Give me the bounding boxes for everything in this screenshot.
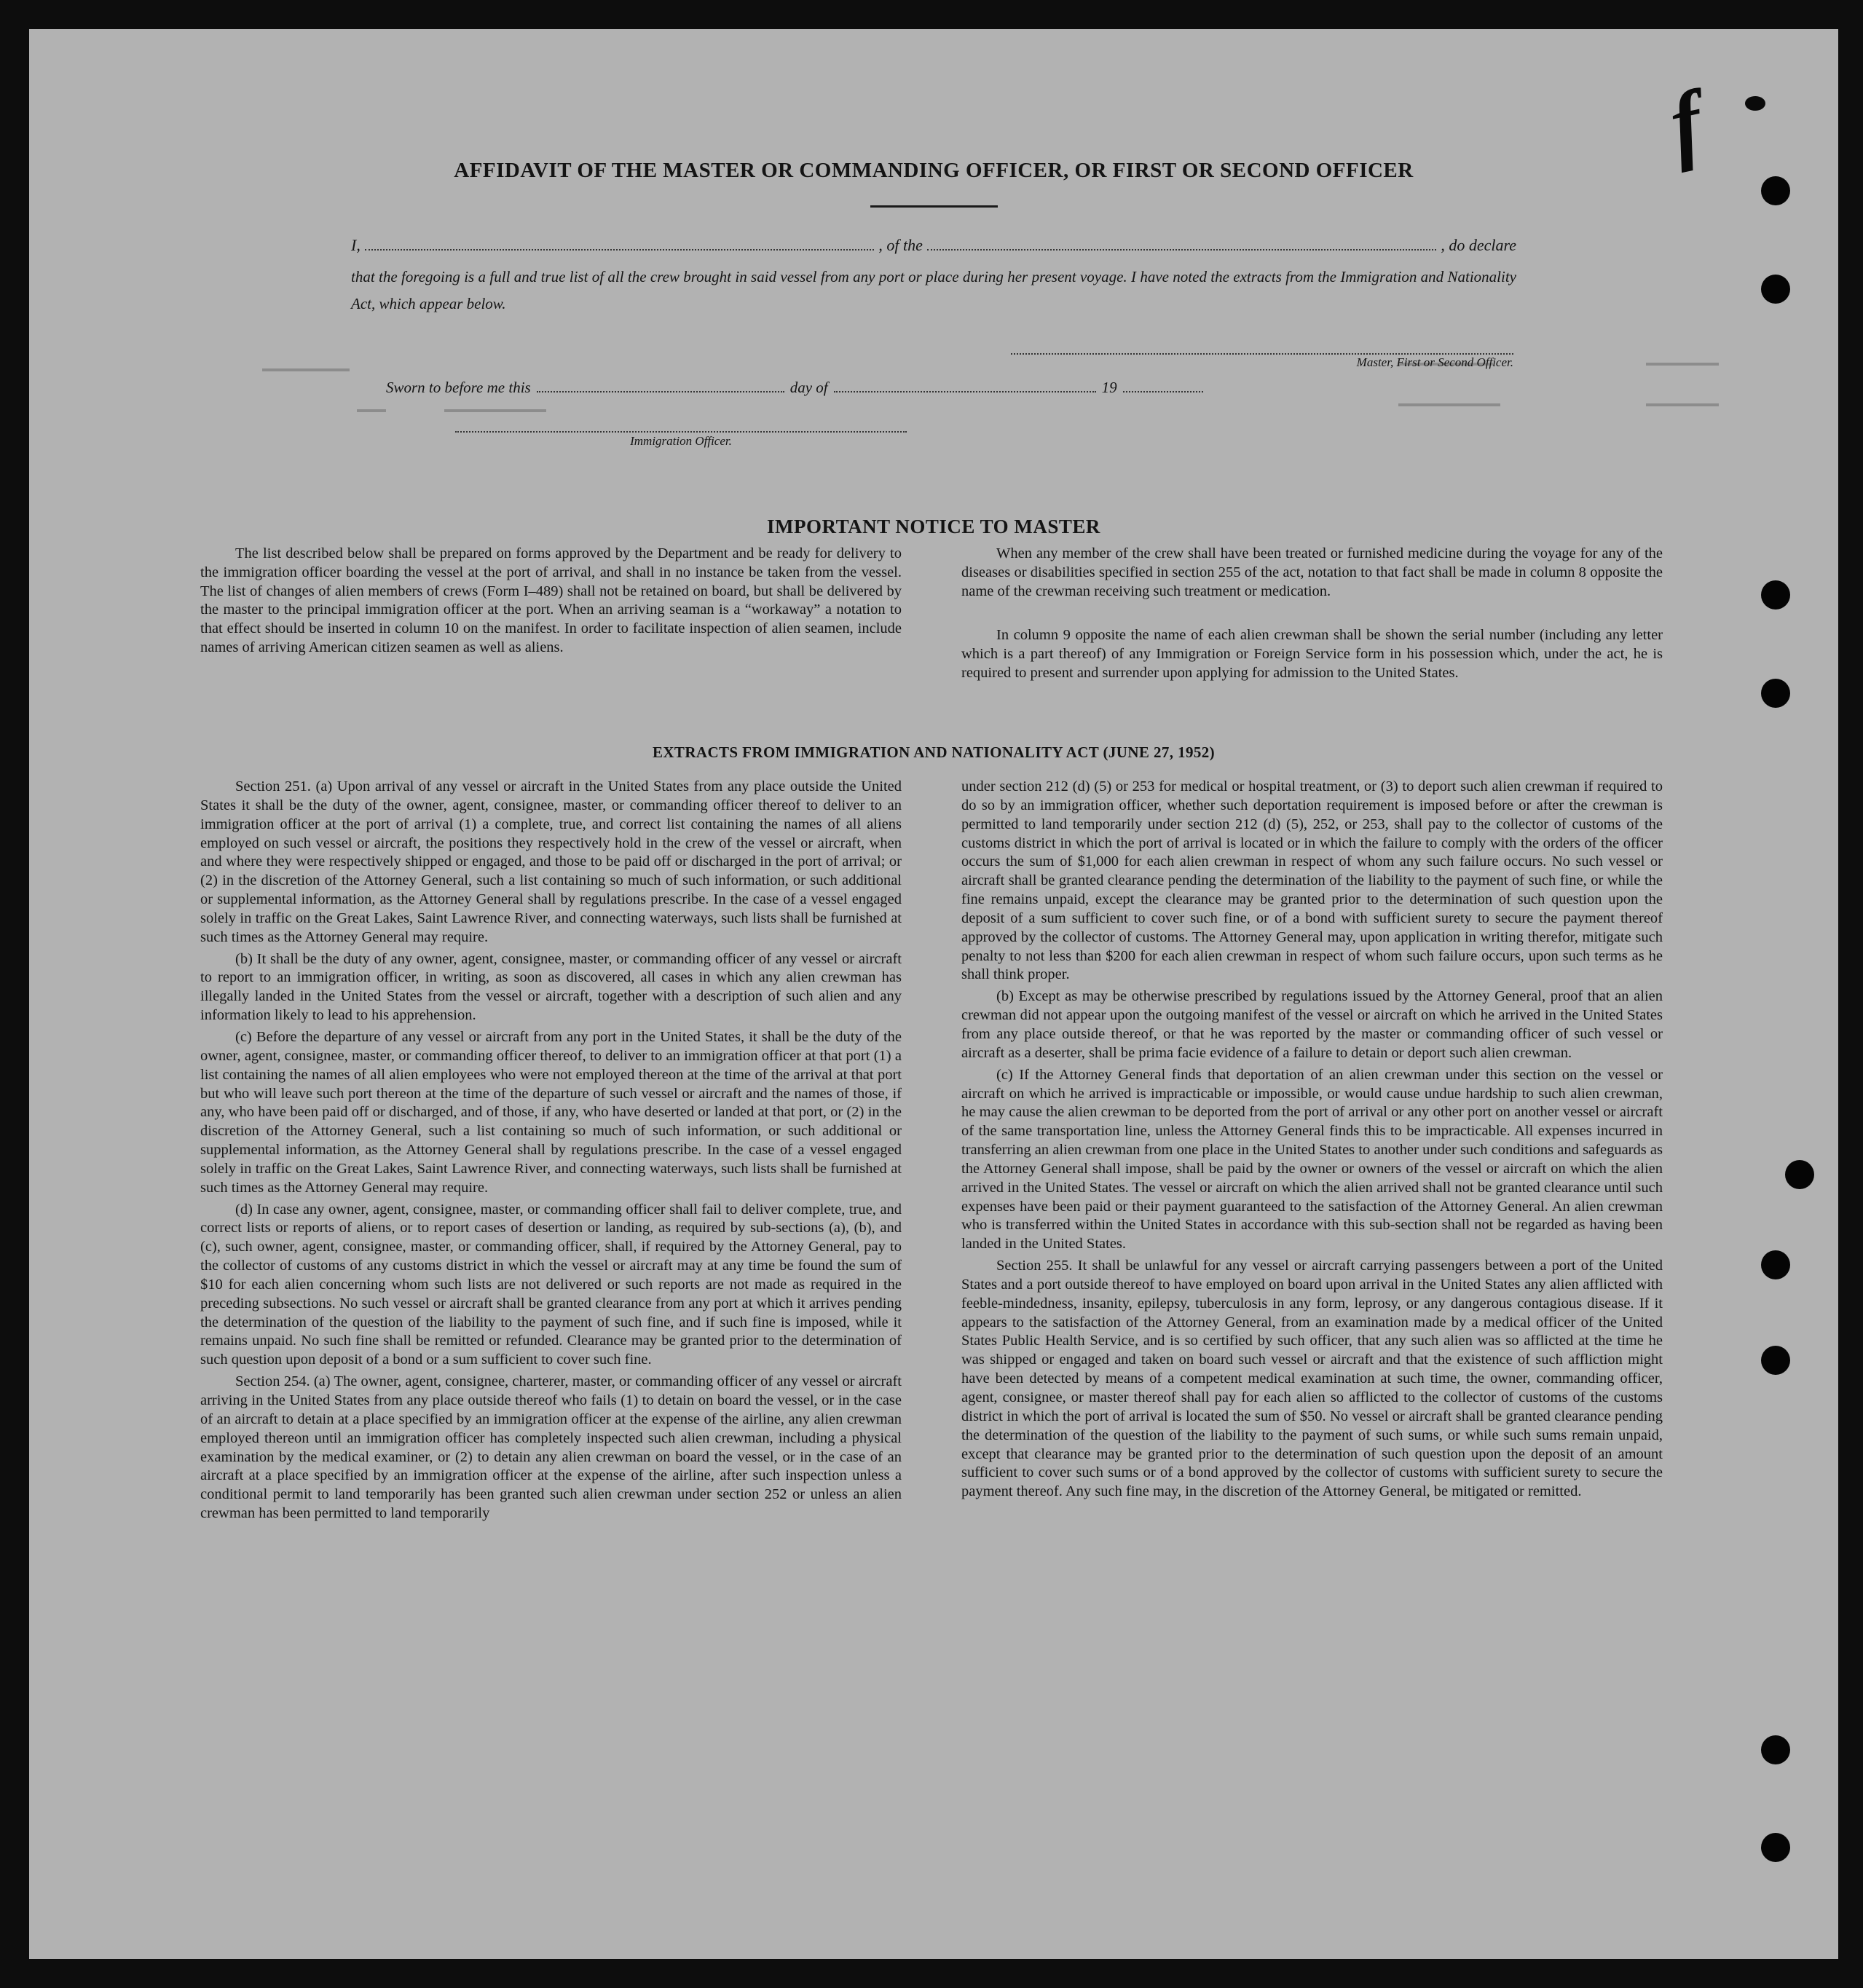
extracts-heading: EXTRACTS FROM IMMIGRATION AND NATIONALITY ACT (JUNE 27, 1952): [652, 743, 1216, 761]
bleed-through-mark: [357, 409, 386, 412]
extract-paragraph: [961, 987, 1663, 1062]
notice-right-text-2: In column 9 opposite the name of each alien crewman shall be shown the serial number (including any letter which is a part thereof) of any Immigration or Foreign Service form in his possession which, under the act, he is required to present and surrender upon applying for admission to the United States.: [961, 627, 1663, 681]
extract-paragraph: [200, 950, 902, 1025]
punch-hole: [1761, 1735, 1790, 1764]
sworn-prefix: Sworn to before me this: [386, 379, 531, 396]
punch-hole: [1761, 1833, 1790, 1862]
officer-signature-field[interactable]: [455, 431, 907, 433]
bleed-through-mark: [1646, 363, 1719, 366]
sworn-month-field[interactable]: [834, 390, 1096, 393]
extract-text: Section 255. It shall be unlawful for any vessel or aircraft carrying passengers between a port of the United States and a port outside thereof to have employed on board upon arrival in the United States any alien afflicted with feeble-mindedness, insanity, epilepsy, tuberculosis in any form, leprosy, or any dangerous contagious disease. If it appears to the satisfaction of the Attorney General, from an examination made by a medical officer of the United States Public Health Service, and is so certified by such officer, that any such alien was so afflicted at the time he was shipped or engaged and taken on board such vessel or aircraft and that the existence of such affliction might have been detected by means of a competent medical examination at such time, the owner, commanding officer, agent, consignee, or master thereof shall pay for each alien so afflicted to the collector of customs of the customs district in which the port of arrival is located the sum of $50. No vessel or aircraft shall be granted clearance pending the determination of the question of the liability to the payment of such sums, or while such sums remain unpaid, except that clearance may be granted prior to the determination of such question upon the deposit of an amount sufficient to cover such sums or of a bond approved by the collector of customs with sufficient surety to secure the payment thereof. Any such fine may, in the discretion of the Attorney General, be mitigated or remitted.: [961, 1258, 1663, 1500]
sworn-day-of: day of: [789, 379, 828, 396]
master-signature-field[interactable]: [1011, 353, 1513, 355]
bleed-through-mark: [444, 409, 546, 412]
declaration-suffix: , do declare: [1441, 236, 1517, 254]
handwritten-mark: f: [1661, 72, 1711, 173]
punch-hole: [1761, 679, 1790, 708]
extract-paragraph: [200, 778, 902, 947]
bleed-through-mark: [1646, 403, 1719, 406]
notice-left-paragraph: [200, 545, 902, 658]
declarant-name-field[interactable]: [365, 248, 875, 251]
vessel-connector: , of the: [878, 236, 923, 254]
punch-hole: [1761, 580, 1790, 610]
extract-paragraph: [961, 1257, 1663, 1502]
extract-text: under section 212 (d) (5) or 253 for medical or hospital treatment, or (3) to deport such alien crewman if required to do so by an immigration officer, whether such deportation requirement is imposed before or after the crewman is permitted to land temporarily under section 212 (d) (5), 252, or 253, shall pay to the collector of customs of the customs district in which the port of arrival is located or in which the failure to comply with the orders of the officer occurs the sum of $1,000 for each alien crewman in respect of whom any such failure occurs. No such vessel or aircraft shall be granted clearance pending the determination of the liability to the payment of such fine, or while the fine remains unpaid, except the clearance may be granted prior to the determination of such question upon the deposit of a sum sufficient to cover such fine, or of a bond with sufficient surety to secure the payment thereof approved by the collector of customs. The Attorney General may, upon application in writing therefor, mitigate such penalty to not less than $200 for each alien crewman in respect of whom such failure occurs, upon such terms as he shall think proper.: [961, 778, 1663, 983]
affidavit-heading: AFFIDAVIT OF THE MASTER OR COMMANDING OFFICER, OR FIRST OR SECOND OFFICER: [454, 159, 1414, 182]
notice-left-text: The list described below shall be prepared on forms approved by the Department and be ready for delivery to the immigration officer boarding the vessel at the port of arrival, and shall in no instance be taken from the vessel. The list of changes of alien members of crews (Form I–489) shall not be retained on board, but shall be delivered by the master to the principal immigration officer at the port. When an arriving seaman is a “workaway” a notation to that effect should be inserted in column 10 on the manifest. In order to facilitate inspection of alien seamen, include names of arriving American citizen seamen as well as aliens.: [200, 545, 902, 655]
sworn-day-field[interactable]: [537, 390, 784, 393]
extract-paragraph: [961, 1066, 1663, 1254]
extract-paragraph: [200, 1373, 902, 1523]
extract-text: (b) It shall be the duty of any owner, agent, consignee, master, or commanding officer of any vessel or aircraft to report to an immigration officer, in writing, as soon as discovered, all cases in which any alien crewman has illegally landed in the United States from the vessel or aircraft, together with a description of such alien and any information likely to lead to his apprehension.: [200, 950, 902, 1024]
document-page: [29, 29, 1838, 1959]
sworn-year-prefix: 19: [1101, 379, 1117, 396]
declaration-line: [351, 236, 1516, 255]
punch-hole: [1761, 1250, 1790, 1279]
extract-text: (c) If the Attorney General finds that deportation of an alien crewman under this section on the vessel or aircraft on which he arrived is impracticable or impossible, or would cause undue hardship to such alien crewman, he may cause the alien crewman to be deported from the port of arrival or any other port on another vessel or aircraft of the same transportation line, unless the Attorney General finds this to be impracticable. All expenses incurred in transferring an alien crewman from one place in the United States to another under such conditions and safeguards as the Attorney General shall impose, shall be paid by the owner or owners of the vessel or aircraft on which the alien arrived in the United States. The vessel or aircraft on which the alien arrived shall not be granted clearance until such expenses have been paid or their payment guaranteed to the satisfaction of the Attorney General. An alien crewman who is transferred within the United States in accordance with this sub-section shall not be regarded as having been landed in the United States.: [961, 1066, 1663, 1253]
extract-text: Section 254. (a) The owner, agent, consignee, charterer, master, or commanding officer of any vessel or aircraft arriving in the United States from any place outside thereof who fails (1) to detain on board the vessel, or in the case of an aircraft to detain at a place specified by an immigration officer at the expense of the airline, any alien crewman employed thereon until an immigration officer has completely inspected such alien crewman, including a physical examination by the medical examiner, or (2) to detain any alien crewman on board the vessel, or in the case of an aircraft at a place specified by an immigration officer at the expense of the airline, after such inspection unless a conditional permit to land temporarily has been granted such alien crewman under section 252 or unless an alien crewman has been permitted to land temporarily: [200, 1373, 902, 1522]
officer-signature-label: Immigration Officer.: [630, 434, 732, 448]
extract-text: (d) In case any owner, agent, consignee, master, or commanding officer shall fail to deliver complete, true, and correct lists or reports of aliens, or to report cases of desertion or landing, as required by sub-sections (a), (b), and (c), such owner, agent, consignee, master, or commanding officer, shall, if required by the Attorney General, pay to the collector of customs of any customs district in which the vessel or aircraft may at any time be found the sum of $10 for each alien concerning whom such lists are not delivered or such reports are not made as required in the preceding subsections. No such vessel or aircraft shall be granted clearance from any port at which it arrives pending the determination of the question of the liability to the payment of such fine, and if such fine is imposed, while it remains unpaid. No such fine shall be remitted or refunded. Clearance may be granted prior to the determination of such question upon deposit of a bond or a sum sufficient to cover such fine.: [200, 1201, 902, 1368]
punch-hole: [1761, 275, 1790, 304]
notice-right-paragraph-2: [961, 626, 1663, 682]
extract-paragraph: [961, 778, 1663, 985]
ink-blot: [1745, 96, 1765, 111]
extracts-right-column: [961, 778, 1663, 1504]
extract-paragraph: [200, 1028, 902, 1198]
bleed-through-mark: [1398, 403, 1500, 406]
extract-text: (b) Except as may be otherwise prescribed by regulations issued by the Attorney General, proof that an alien crewman did not appear upon the outgoing manifest of the vessel or aircraft on which he arrived in the United States from any place outside thereof, or that he was reported by the master or commanding officer of such vessel or aircraft as a deserter, shall be prima facie evidence of a failure to detain or deport such alien crewman.: [961, 988, 1663, 1061]
extract-text: (c) Before the departure of any vessel or aircraft from any port in the United States, it shall be the duty of the owner, agent, consignee, master, or commanding officer thereof, to deliver to an immigration officer at that port (1) a list containing the names of all alien employees who were not employed thereon at the time of the arrival at that port but who will leave such port thereon at the time of the departure of such vessel or aircraft and the names of those, if any, who have been paid off or discharged, and of those, if any, who have deserted or landed at that port, or (2) in the discretion of the Attorney General, such a list containing so much of such information, or such additional or supplemental information, as the Attorney General shall by regulations prescribe. In the case of a vessel engaged solely in traffic on the Great Lakes, Saint Lawrence River, and connecting waterways, such lists shall be furnished at such times as the Attorney General may require.: [200, 1028, 902, 1196]
heading-rule: [870, 205, 998, 208]
vessel-name-field[interactable]: [927, 248, 1437, 251]
punch-hole: [1761, 1346, 1790, 1375]
declarant-prefix: I,: [351, 236, 361, 254]
notice-heading: IMPORTANT NOTICE TO MASTER: [767, 516, 1100, 537]
notice-right-text-1: When any member of the crew shall have been treated or furnished medicine during the voyage for any of the diseases or disabilities specified in section 255 of the act, notation to that fact shall be made in column 8 opposite the name of the crewman receiving such treatment or medication.: [961, 545, 1663, 599]
bleed-through-mark: [262, 368, 350, 371]
notice-right-paragraph-1: [961, 545, 1663, 601]
extract-text: Section 251. (a) Upon arrival of any vessel or aircraft in the United States from any place outside the United States it shall be the duty of the owner, agent, consignee, master, or commanding officer thereof to deliver to an immigration officer at the port of arrival (1) a complete, true, and correct list containing the names of all aliens employed on such vessel or aircraft, the positions they respectively hold in the crew of the vessel or aircraft, when and where they were respectively shipped or engaged, and those to be paid off or discharged in the port of arrival; or (2) in the discretion of the Attorney General, such a list containing so much of such information, or such additional or supplemental information, as the Attorney General shall by regulations prescribe. In the case of a vessel engaged solely in traffic on the Great Lakes, Saint Lawrence River, and connecting waterways, such lists shall be furnished at such times as the Attorney General may require.: [200, 778, 902, 945]
sworn-line: [386, 379, 1260, 397]
extracts-left-column: [200, 778, 902, 1526]
declaration-statement: that the foregoing is a full and true list of all the crew brought in said vessel from any port or place during her present voyage. I have noted the extracts from the Immigration and Nationality Act, which appear below.: [351, 268, 1516, 312]
extract-paragraph: [200, 1201, 902, 1370]
sworn-year-field[interactable]: [1123, 390, 1203, 393]
master-signature-label: Master, First or Second Officer.: [1356, 355, 1513, 369]
punch-hole: [1785, 1160, 1814, 1189]
